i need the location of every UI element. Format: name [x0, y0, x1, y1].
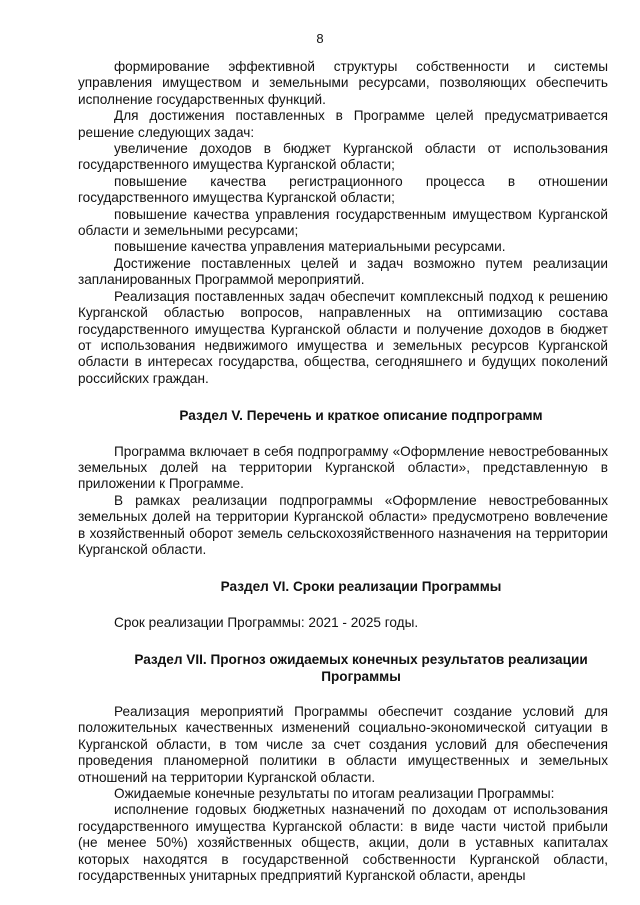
page-number: 8: [316, 31, 324, 46]
paragraph: Реализация мероприятий Программы обеспечит создание условий для положительных качественных изменений социально-экономической ситуации в Курганской области, в том числе за счет создания условий для обеспечения проведения планомерной политики в области имущественных и земельных отношений на территории Курганской области.: [78, 704, 608, 785]
paragraph: Реализация поставленных задач обеспечит комплексный подход к решению Курганской областью вопросов, направленных на оптимизацию состава государственного имущества Курганской области и получение доходов в бюджет от использования недвижимого имущества и земельных ресурсов Курганской области в интересах государства, общества, сегодняшнего и будущих поколений российских граждан.: [78, 288, 608, 386]
section-heading: Раздел VII. Прогноз ожидаемых конечных результатов реализации Программы: [134, 652, 588, 684]
list-item: повышение качества управления материальными ресурсами.: [114, 239, 506, 255]
list-item: исполнение годовых бюджетных назначений по доходам от использования государственного имущества Курганской области: в виде части чистой прибыли (не менее 50%) хозяйственных обществ, акции, доли в уставных капиталах которых находятся в государственной собственности Курганской области, государственных унитарных предприятий Курганской области, аренды: [78, 802, 608, 884]
section-heading: Раздел VI. Сроки реализации Программы: [220, 579, 502, 595]
list-item: повышение качества регистрационного процесса в отношении государственного имущества Курганской области;: [78, 173, 608, 206]
paragraph: Достижение поставленных целей и задач возможно путем реализации запланированных Программой мероприятий.: [78, 255, 608, 288]
paragraph: Ожидаемые конечные результаты по итогам реализации Программы:: [114, 786, 555, 802]
paragraph: формирование эффективной структуры собственности и системы управления имуществом и земельными ресурсами, позволяющих обеспечить исполнение государственных функций.: [78, 59, 608, 107]
paragraph: Для достижения поставленных в Программе целей предусматривается решение следующих задач:: [78, 108, 608, 140]
paragraph: В рамках реализации подпрограммы «Оформление невостребованных земельных долей на территории Курганской области» предусмотрено вовлечение в хозяйственный оборот земель сельскохозяйственного назначения на территории Курганской области.: [78, 492, 608, 557]
paragraph: Программа включает в себя подпрограмму «Оформление невостребованных земельных долей на территории Курганской области», представленную в приложении к Программе.: [78, 443, 608, 492]
paragraph: Срок реализации Программы: 2021 - 2025 годы.: [114, 614, 419, 630]
list-item: увеличение доходов в бюджет Курганской области от использования государственного имущества Курганской области;: [78, 141, 608, 173]
page-content: [78, 59, 608, 884]
list-item: повышение качества управления государственным имуществом Курганской области и земельными ресурсами;: [78, 206, 608, 239]
section-heading: Раздел V. Перечень и краткое описание подпрограмм: [179, 408, 543, 424]
